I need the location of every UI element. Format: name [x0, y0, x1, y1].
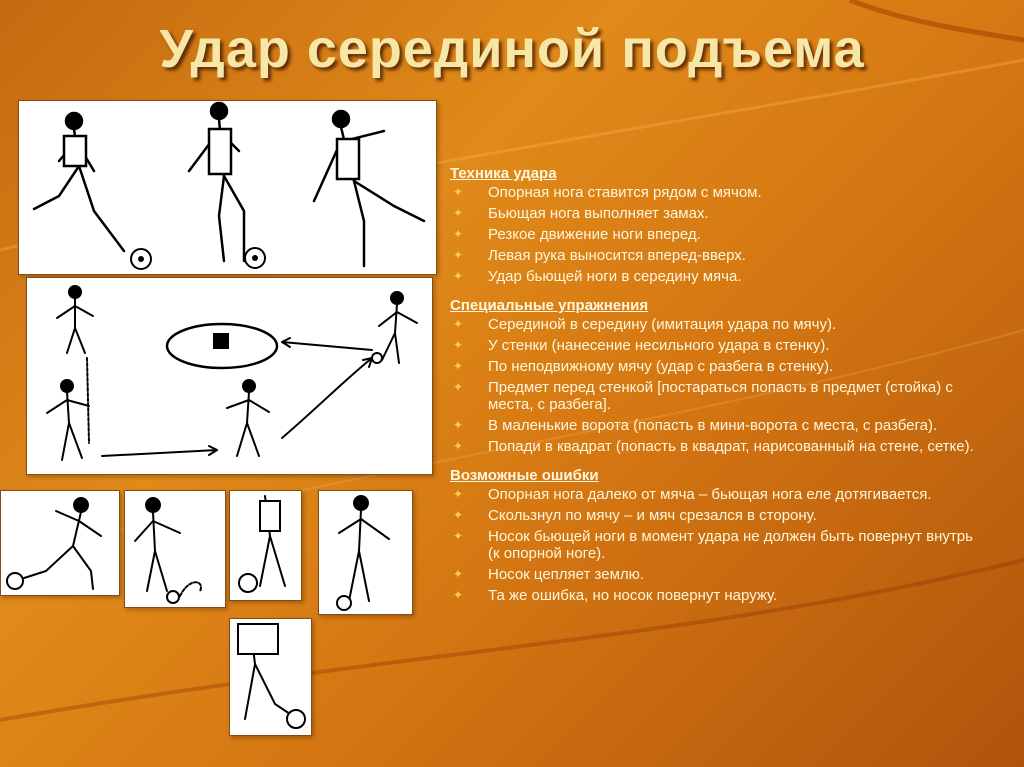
list-item: ✦ Серединой в середину (имитация удара по мячу). [453, 316, 837, 333]
bullet-icon: ✦ [453, 380, 464, 394]
list-item: ✦ Носок бьющей ноги в момент удара не должен быть повернут внутрь (к опорной ноге). [453, 528, 973, 562]
bullet-icon: ✦ [453, 487, 464, 501]
error-figure-5-svg [230, 619, 311, 735]
error-figure-1-svg [1, 491, 119, 595]
bullet-icon: ✦ [453, 338, 464, 352]
list-item: ✦ Скользнул по мячу – и мяч срезался в сторону. [453, 507, 817, 524]
section-heading-technique: Техника удара [450, 165, 557, 182]
error-figure-2-svg [125, 491, 225, 607]
section-heading-exercises: Специальные упражнения [450, 297, 649, 314]
bullet-icon: ✦ [453, 567, 464, 581]
list-item: ✦ Резкое движение ноги вперед. [453, 226, 701, 243]
bullet-icon: ✦ [453, 185, 464, 199]
list-item: ✦ Бьющая нога выполняет замах. [453, 205, 709, 222]
list-item: ✦ Попади в квадрат (попасть в квадрат, нарисованный на стене, сетке). [453, 438, 974, 455]
error-figure-4-svg [319, 491, 412, 614]
error-figure-1-illustration [0, 490, 120, 596]
bullet-icon: ✦ [453, 227, 464, 241]
content-text-column [450, 165, 980, 608]
error-figure-3-illustration [229, 490, 302, 601]
technique-list [450, 184, 980, 285]
bullet-icon: ✦ [453, 317, 464, 331]
bullet-icon: ✦ [453, 269, 464, 283]
errors-list [450, 486, 980, 604]
kick-sequence-illustration [18, 100, 437, 275]
bullet-icon: ✦ [453, 359, 464, 373]
bullet-icon: ✦ [453, 206, 464, 220]
kick-sequence-svg [19, 101, 436, 274]
bullet-icon: ✦ [453, 439, 464, 453]
list-item: ✦ В маленькие ворота (попасть в мини-ворота с места, с разбега). [453, 417, 938, 434]
list-item: ✦ Предмет перед стенкой [постараться попасть в предмет (стойка) с места, с разбега]. [453, 379, 953, 413]
list-item: ✦ Удар бьющей ноги в середину мяча. [453, 268, 742, 285]
list-item: ✦ Та же ошибка, но носок повернут наружу. [453, 587, 778, 604]
slide-title: Удар серединой подъема [159, 19, 865, 79]
list-item: ✦ Носок цепляет землю. [453, 566, 645, 583]
list-item: ✦ Опорная нога далеко от мяча – бьющая нога еле дотягивается. [453, 486, 932, 503]
error-figure-3-svg [230, 491, 301, 600]
drill-diagram-illustration [26, 277, 433, 475]
section-heading-errors: Возможные ошибки [450, 467, 599, 484]
exercises-list [450, 316, 980, 455]
list-item: ✦ По неподвижному мячу (удар с разбега в стенку). [453, 358, 834, 375]
bullet-icon: ✦ [453, 418, 464, 432]
list-item: ✦ У стенки (нанесение несильного удара в стенку). [453, 337, 830, 354]
list-item: ✦ Опорная нога ставится рядом с мячом. [453, 184, 762, 201]
error-figure-4-illustration [318, 490, 413, 615]
drill-diagram-svg [27, 278, 432, 474]
bullet-icon: ✦ [453, 588, 464, 602]
bullet-icon: ✦ [453, 248, 464, 262]
error-figure-5-illustration [229, 618, 312, 736]
bullet-icon: ✦ [453, 508, 464, 522]
bullet-icon: ✦ [453, 529, 464, 543]
list-item: ✦ Левая рука выносится вперед-вверх. [453, 247, 746, 264]
error-figure-2-illustration [124, 490, 226, 608]
